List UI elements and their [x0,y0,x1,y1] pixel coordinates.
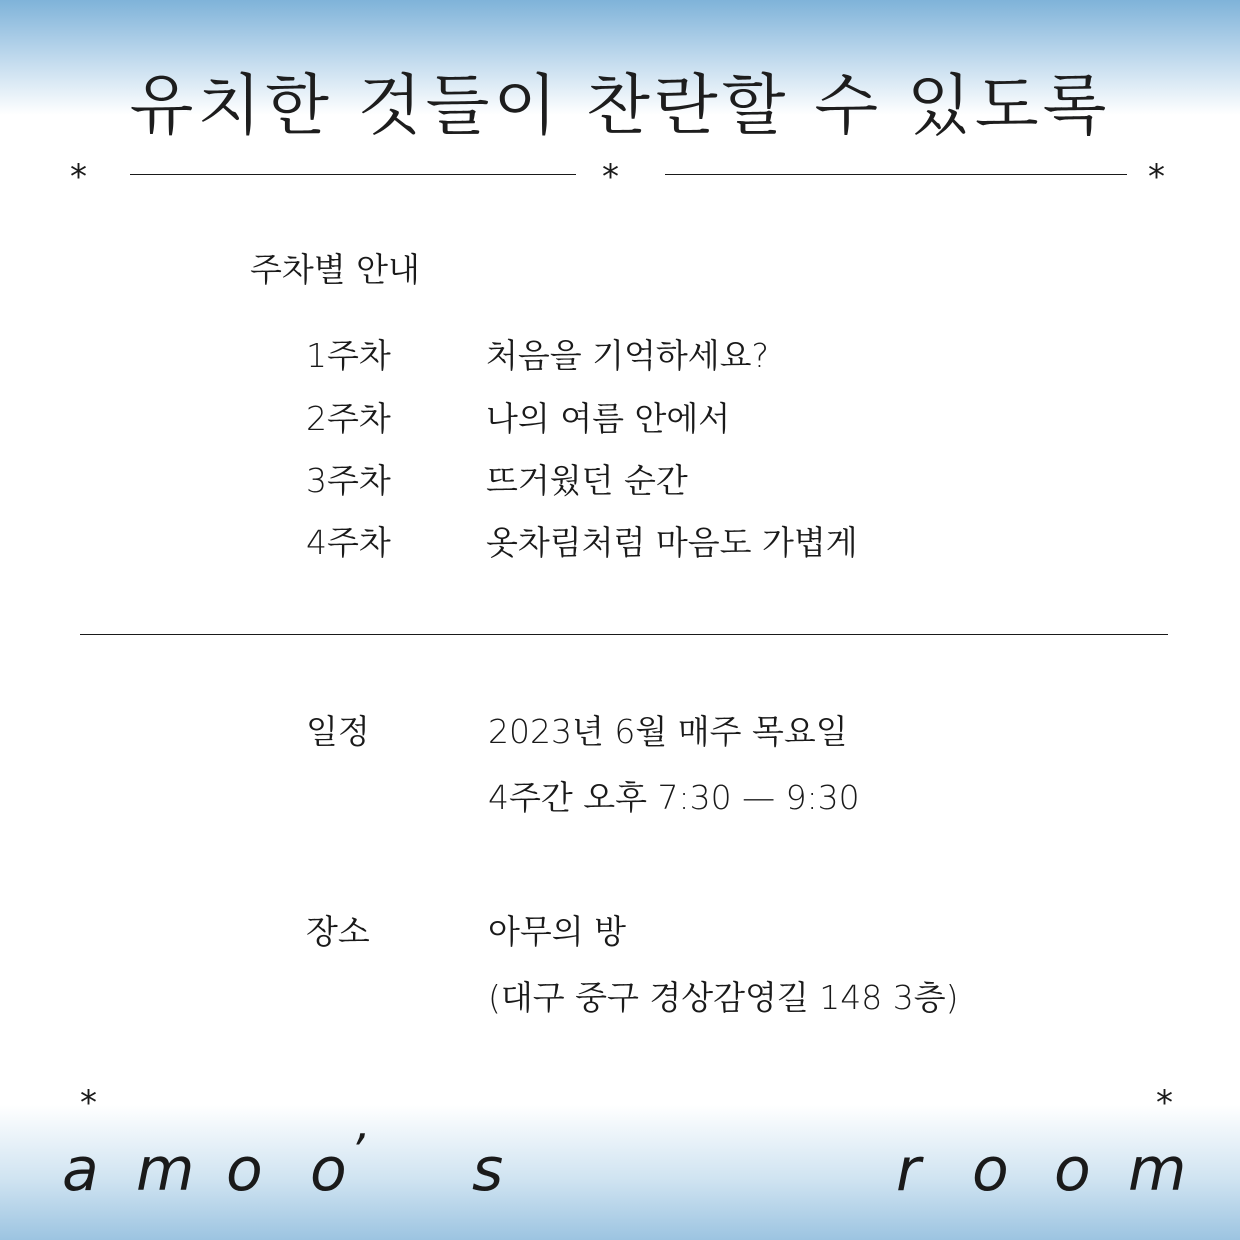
week-label: 2주차 [306,399,391,438]
week-label: 3주차 [306,461,391,500]
brand-letter: o [1054,1135,1091,1205]
weekly-guide-heading: 주차별 안내 [250,250,420,289]
brand-apostrophe: ’ [350,1124,365,1178]
week-title: 나의 여름 안에서 [486,399,731,438]
asterisk-icon: * [1156,1083,1173,1123]
venue-address: (대구 중구 경상감영길 148 3층) [488,978,959,1017]
divider-line-right [665,174,1127,175]
brand-letter: a [62,1135,99,1205]
brand-letter: o [226,1135,263,1205]
asterisk-icon: * [1148,157,1165,197]
brand-letter: m [136,1135,195,1205]
poster-title: 유치한 것들이 찬란할 수 있도록 [129,67,1111,144]
venue-label: 장소 [306,912,370,951]
schedule-dates: 2023년 6월 매주 목요일 [488,712,848,751]
brand-letter: s [472,1135,504,1205]
schedule-label: 일정 [306,712,370,751]
schedule-times: 4주간 오후 7:30 — 9:30 [488,778,860,817]
week-label: 4주차 [306,523,391,562]
section-divider [80,634,1168,635]
divider-line-left [130,174,576,175]
brand-letter: o [972,1135,1009,1205]
week-title: 처음을 기억하세요? [486,336,770,375]
asterisk-icon: * [70,157,87,197]
venue-name: 아무의 방 [488,912,627,951]
week-label: 1주차 [306,336,391,375]
asterisk-icon: * [80,1083,97,1123]
brand-letter: r [896,1135,921,1205]
week-title: 뜨거웠던 순간 [486,461,688,500]
brand-letter: o [310,1135,347,1205]
brand-letter: m [1128,1135,1187,1205]
asterisk-icon: * [602,157,619,197]
week-title: 옷차림처럼 마음도 가볍게 [486,523,858,562]
